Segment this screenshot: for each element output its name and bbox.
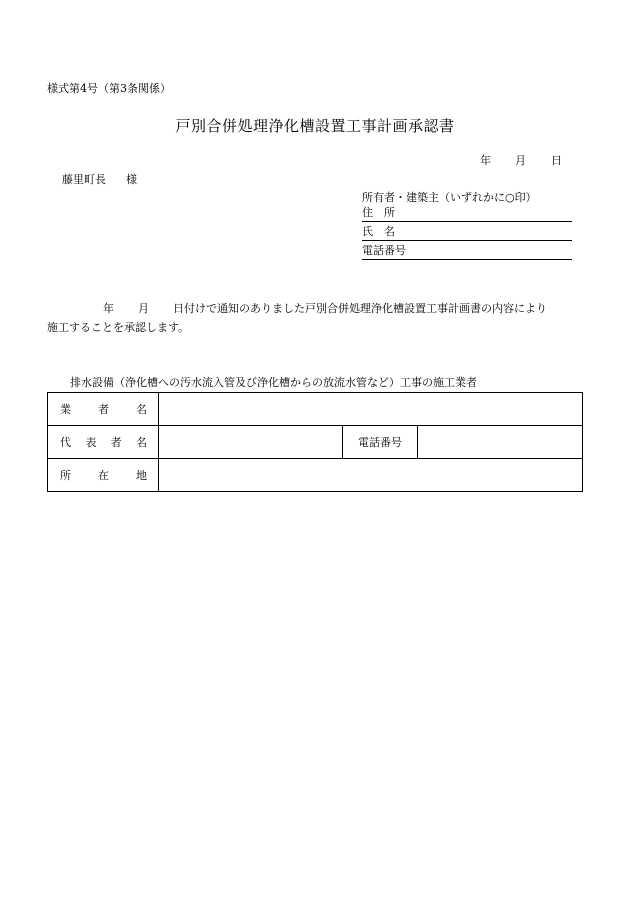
approval-text-line2: 施工することを承認します。 xyxy=(47,321,190,334)
form-number: 様式第4号（第3条関係） xyxy=(47,82,171,95)
date-year-label: 年 xyxy=(480,154,491,167)
owner-name-field[interactable] xyxy=(362,225,572,241)
contractor-table-caption: 排水設備（浄化槽への汚水流入管及び浄化槽からの放流水管など）工事の施工業者 xyxy=(70,376,477,389)
contractor-phone-field[interactable] xyxy=(418,426,583,459)
representative-label xyxy=(48,426,159,459)
addressee xyxy=(62,171,137,187)
label-char: 所 xyxy=(60,469,71,482)
location-field[interactable] xyxy=(159,459,583,492)
company-name-label xyxy=(48,393,159,426)
label-char: 業 xyxy=(60,403,71,416)
owner-phone-field[interactable] xyxy=(362,244,572,260)
label-char: 地 xyxy=(136,469,147,482)
approval-text-line1 xyxy=(103,300,547,316)
label-char: 名 xyxy=(135,436,147,449)
label-char: 表 xyxy=(85,436,97,449)
document-title: 戸別合併処理浄化槽設置工事計画承認書 xyxy=(175,117,455,135)
owner-address-field[interactable] xyxy=(362,206,572,222)
contractor-phone-label: 電話番号 xyxy=(343,426,418,459)
table-row xyxy=(48,393,583,426)
label-char: 者 xyxy=(98,403,109,416)
label-char: 者 xyxy=(110,436,122,449)
contractor-table xyxy=(47,392,583,492)
date-day-label: 日 xyxy=(551,154,562,167)
addressee-name: 藤里町長 xyxy=(62,173,106,186)
owner-address-label: 住 所 xyxy=(362,206,395,219)
table-row xyxy=(48,459,583,492)
location-label xyxy=(48,459,159,492)
representative-field[interactable] xyxy=(159,426,343,459)
addressee-honorific: 様 xyxy=(126,173,137,186)
owner-name-label: 氏 名 xyxy=(362,225,395,238)
label-char: 代 xyxy=(60,436,71,449)
approval-year: 年 xyxy=(103,302,114,315)
label-char: 名 xyxy=(136,403,147,416)
approval-month: 月 xyxy=(138,302,149,315)
owner-heading: 所有者・建築主（いずれかに○印） xyxy=(362,191,537,204)
label-char: 在 xyxy=(98,469,109,482)
table-row xyxy=(48,426,583,459)
company-name-field[interactable] xyxy=(159,393,583,426)
owner-phone-label: 電話番号 xyxy=(362,244,406,257)
approval-text: 日付けで通知のありました戸別合併処理浄化槽設置工事計画書の内容により xyxy=(173,302,547,315)
date-month-label: 月 xyxy=(515,154,526,167)
